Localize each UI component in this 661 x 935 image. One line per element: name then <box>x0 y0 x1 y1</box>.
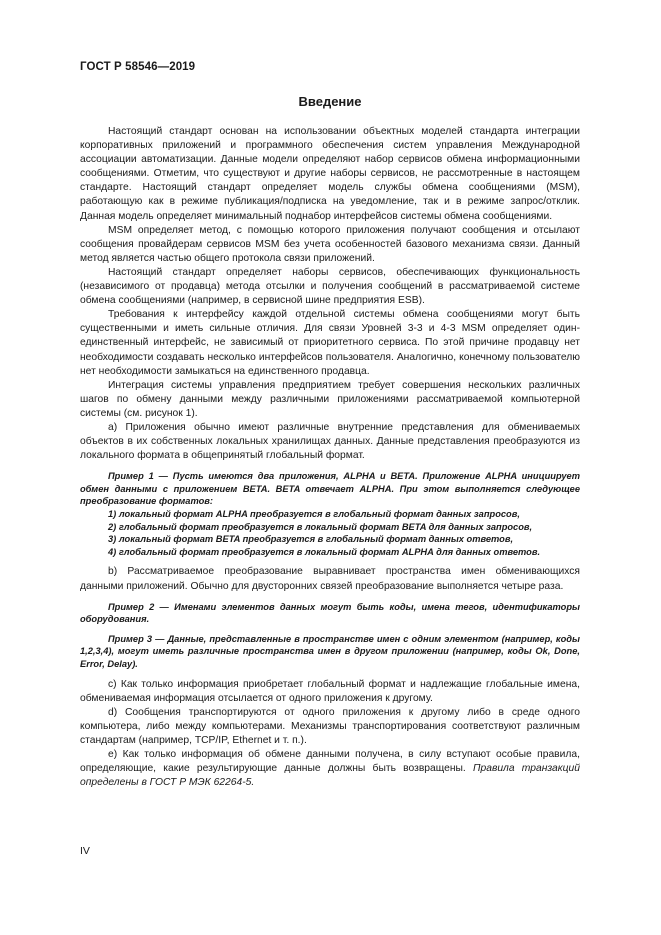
example-2 <box>80 601 580 626</box>
paragraph-item-a: а) Приложения обычно имеют различные внутренние представления для обмениваемых объектов в их собственных локальных хранилищах данных. Данные представления преобразуются из локального формата в общепринятый глобальный формат. <box>80 421 580 462</box>
list-item: 2) глобальный формат преобразуется в локальный формат BETA для данных запросов, <box>108 521 533 532</box>
paragraph-item-e-reference: Правила транзакций определены в ГОСТ Р МЭК 62264-5. <box>80 763 580 789</box>
example-3 <box>80 633 580 671</box>
paragraph-service-sets: Настоящий стандарт определяет наборы сервисов, обеспечивающих функциональность (независимого от продавца) метода отсылки и получения сообщений в рассматриваемой системе обмена сообщениями (например, в сервисной шине предприятия ESB). <box>80 266 580 307</box>
list-item: 3) локальный формат BETA преобразуется в глобальный формат данных ответов, <box>108 534 514 545</box>
example-2-text: Пример 2 — Именами элементов данных могут быть коды, имена тегов, идентификаторы оборудования. <box>80 601 580 625</box>
example-3-text: Пример 3 — Данные, представленные в пространстве имен с одним элементом (например, коды 1,2,3,4), могут иметь различные пространства имен в другом приложении (например, коды Ok, Done, Error, Delay). <box>80 633 580 669</box>
paragraph-interface-requirements: Требования к интерфейсу каждой отдельной системы обмена сообщениями могут быть существенными и иметь сильные отличия. Для связи Уровней 3-3 и 4-3 MSM определяет один-единственный интерфейс, не зависимый от приоритетного сервиса. По этой причине продавцу нет необходимости создавать несколько интерфейсов пользователя. Аналогично, конечному пользователю нет необходимости замыкаться на единственного продавца. <box>80 309 580 377</box>
example-1-list <box>80 508 580 558</box>
document-body <box>80 125 580 790</box>
paragraph-item-e <box>80 748 580 790</box>
paragraph-msm-method: MSM определяет метод, с помощью которого приложения получают сообщения и отсылают сообщения провайдерам сервисов MSM без учета особенностей базового механизма связи. Данный метод является частью общего протокола связи приложений. <box>80 224 580 264</box>
page-number: IV <box>80 845 90 857</box>
paragraph-item-b: b) Рассматриваемое преобразование выравнивает пространства имен обменивающихся данными приложений. Обычно для двусторонних связей преобразование выполняется четыре раза. <box>80 566 580 592</box>
paragraph-intro: Настоящий стандарт основан на использовании объектных моделей стандарта интеграции корпоративных приложений и программного обеспечения систем управления Международной ассоциации автоматизации. Данные модели определяют набор сервисов обмена информационными сообщениями. Отметим, что существуют и другие наборы сервисов, не рассмотренные в настоящем стандарте. Настоящий стандарт определяет модель службы обмена сообщениями (MSM), работающую как в режиме публикация/подписка на уведомление, так и в режиме запрос/отклик. Данная модель определяет минимальный поднабор интерфейсов системы обмена сообщениями. <box>80 126 580 222</box>
paragraph-item-e-text: e) Как только информация об обмене данными получена, в силу вступают особые правила, определяющие, какие результирующие данные должны быть возвращены. <box>80 749 580 775</box>
list-item: 1) локальный формат ALPHA преобразуется в глобальный формат данных запросов, <box>108 509 520 520</box>
example-1-intro: Пример 1 — Пусть имеются два приложения, ALPHA и BETA. Приложение ALPHA инициирует обмен данными с приложением BETA. BETA отвечает ALPHA. При этом выполняется следующее преобразование форматов: <box>80 471 580 507</box>
paragraph-integration: Интеграция системы управления предприятием требует совершения нескольких различных шагов по обмену данными между различными приложениями рассматриваемой компьютерной системы (см. рисунок 1). <box>80 379 580 419</box>
paragraph-item-d: d) Сообщения транспортируются от одного приложения к другому либо в среде одного компьютера, либо между компьютерами. Механизмы транспортирования соответствуют различным стандартам (например, TCP/IP, Ethernet и т. п.). <box>80 706 580 746</box>
list-item: 4) глобальный формат преобразуется в локальный формат ALPHA для данных ответов. <box>108 546 541 557</box>
example-1 <box>80 470 580 558</box>
paragraph-item-c: c) Как только информация приобретает глобальный формат и надлежащие глобальные имена, обмениваемая информация отсылается от одного приложения к другому. <box>80 678 580 704</box>
document-header: ГОСТ Р 58546—2019 <box>80 61 196 73</box>
section-title: Введение <box>298 94 362 109</box>
